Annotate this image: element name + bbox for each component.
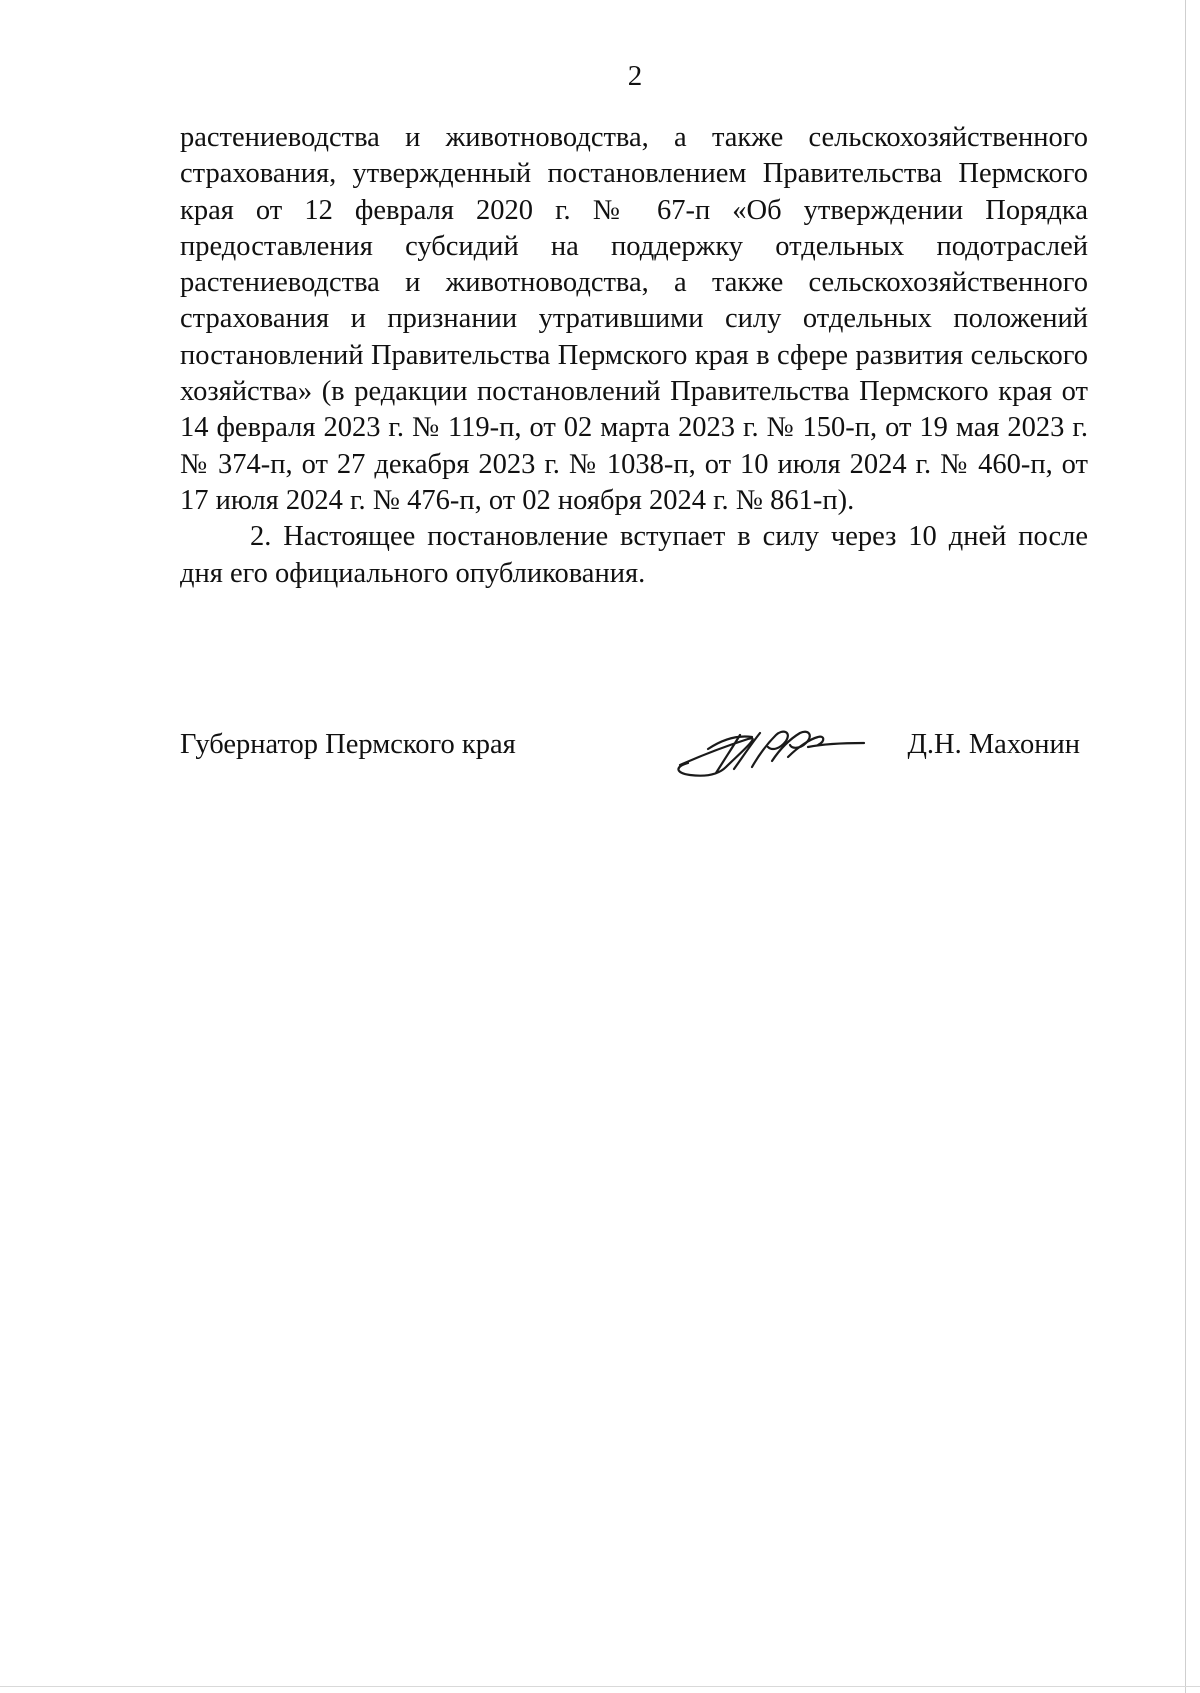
- signer-title: Губернатор Пермского края: [180, 729, 516, 760]
- document-body: [180, 120, 1088, 592]
- paragraph-effective-date: 2. Настоящее постановление вступает в силу через 10 дней после дня его официального опубликования.: [180, 521, 1088, 589]
- signer-name: Д.Н. Махонин: [907, 729, 1080, 760]
- handwritten-signature: [668, 717, 868, 787]
- scan-edge: [0, 1686, 1200, 1687]
- signature-block: [180, 727, 1080, 787]
- scan-edge: [1185, 0, 1186, 1693]
- page-number: 2: [627, 60, 643, 92]
- paragraph-continuation: растениеводства и животноводства, а также сельскохозяйственного страхования, утвержденный постановлением Правительства Пермского края от 12 февраля 2020 г. № 67-п «Об утверждении Порядка предоставления субсидий на поддержку отдельных подотраслей растениеводства и животноводства, а также сельскохозяйственного страхования и признании утратившими силу отдельных положений постановлений Правительства Пермского края в сфере развития сельского хозяйства» (в редакции постановлений Правительства Пермского края от 14 февраля 2023 г. № 119-п, от 02 марта 2023 г. № 150-п, от 19 мая 2023 г. № 374-п, от 27 декабря 2023 г. № 1038-п, от 10 июля 2024 г. № 460-п, от 17 июля 2024 г. № 476-п, от 02 ноября 2024 г. № 861-п).: [180, 122, 1088, 516]
